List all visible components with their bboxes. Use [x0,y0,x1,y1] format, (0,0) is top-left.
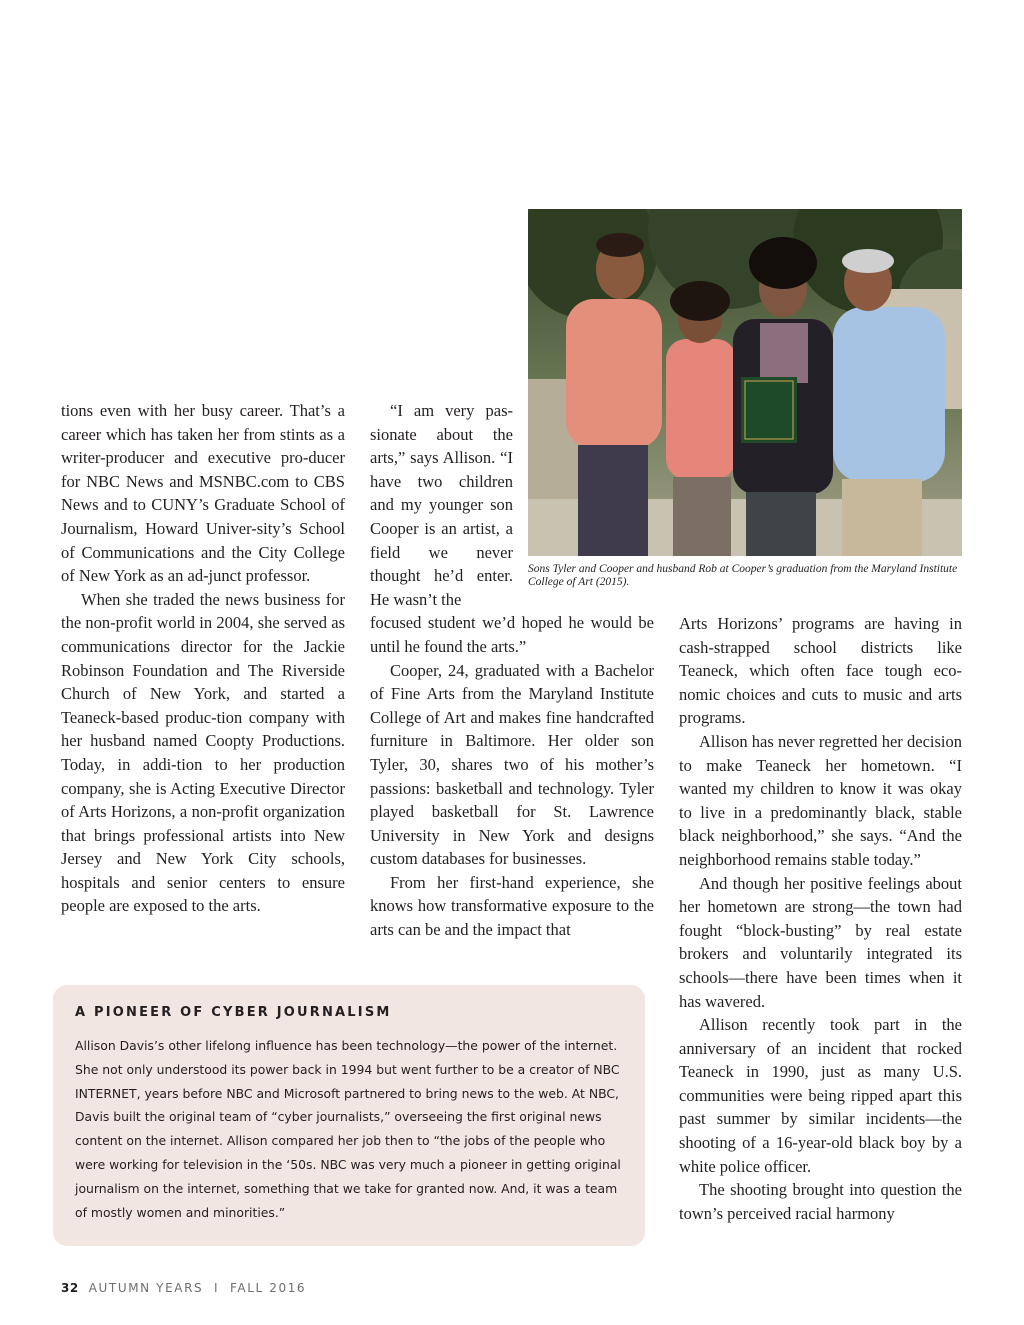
article-paragraph: Arts Horizons’ programs are having in cash-strapped school districts like Teaneck, which often face tough eco-nomic choices and cuts to music and arts programs. [679,614,962,728]
article-paragraph: When she traded the news business for the non-profit world in 2004, she served as communications director for the Jackie Robinson Foundation and The Riverside Church of New York, and started a Teaneck-based produc-tion company with her husband named Coopty Productions. Today, in addi-tion to her production company, she is Acting Executive Director of Arts Horizons, a non-profit organization that brings professional artists into New Jersey and New York City schools, hospitals and senior centers to ensure people are exposed to the arts. [61,589,345,916]
article-paragraph: tions even with her busy career. That’s a career which has taken her from stints as a writer-producer and executive pro-ducer for NBC News and MSNBC.com to CBS News and to CUNY’s Graduate School of Journalism, Howard Univer-sity’s School of Communications and the City College of New York as an ad-junct professor. [61,401,345,586]
article-paragraph: And though her positive feelings about her hometown are strong—the town had fought “block-busting” by real estate brokers and voluntarily integrated its schools—there have been times when it has wavered. [679,873,962,1011]
article-column-2 [370,399,654,942]
article-paragraph: focused student we’d hoped he would be until he found the arts.” [370,613,654,656]
article-paragraph: From her first-hand experience, she knows how transformative exposure to the arts can be and the impact that [370,872,654,940]
page-footer [61,1281,306,1295]
article-paragraph: The shooting brought into question the town’s perceived racial harmony [679,1180,962,1223]
article-paragraph: Allison recently took part in the anniversary of an incident that rocked Teaneck in 1990, just as many U.S. communities were being ripped apart this past summer by similar incidents—the shooting of a 16-year-old black boy by a white police officer. [679,1015,962,1176]
page-number: 32 [61,1281,79,1295]
publication-name: AUTUMN YEARS I FALL 2016 [88,1281,307,1295]
article-paragraph: “I am very pas-sionate about the arts,” says Allison. “I have two children and my younger son Cooper is an artist, a field we never thought he’d enter. He wasn’t the [370,401,513,609]
sidebar-body: Allison Davis’s other lifelong influence has been technology—the power of the internet. She not only understood its power back in 1994 but went further to be a creator of NBC INTERNET, years before NBC and Microsoft partnered to bring news to the web. At NBC, Davis built the original team of “cyber journalists,” overseeing the first original news content on the internet. Allison compared her job then to “the jobs of the people who were working for television in the ‘50s. NBC was very much a pioneer in getting original journalism on the internet, something that we take for granted now. And, it was a team of mostly women and minorities.” [75,1038,621,1220]
article-column-3 [679,612,962,1225]
sidebar-title: A PIONEER OF CYBER JOURNALISM [75,1005,392,1020]
article-paragraph: Allison has never regretted her decision to make Teaneck her hometown. “I wanted my children to know it was okay to live in a predominantly black, stable black neighborhood,” she says. “And the neighborhood remains stable today.” [679,731,962,869]
sidebar-box [53,985,645,1246]
article-column-1 [61,399,345,918]
photo-caption: Sons Tyler and Cooper and husband Rob at Cooper’s graduation from the Maryland Institute College of Art (2015). [528,563,958,588]
article-paragraph: Cooper, 24, graduated with a Bachelor of Fine Arts from the Maryland Institute College of Art and makes fine handcrafted furniture in Baltimore. Her older son Tyler, 30, shares two of his mother’s passions: basketball and technology. Tyler played basketball for St. Lawrence University in New York and designs custom databases for businesses. [370,660,654,869]
